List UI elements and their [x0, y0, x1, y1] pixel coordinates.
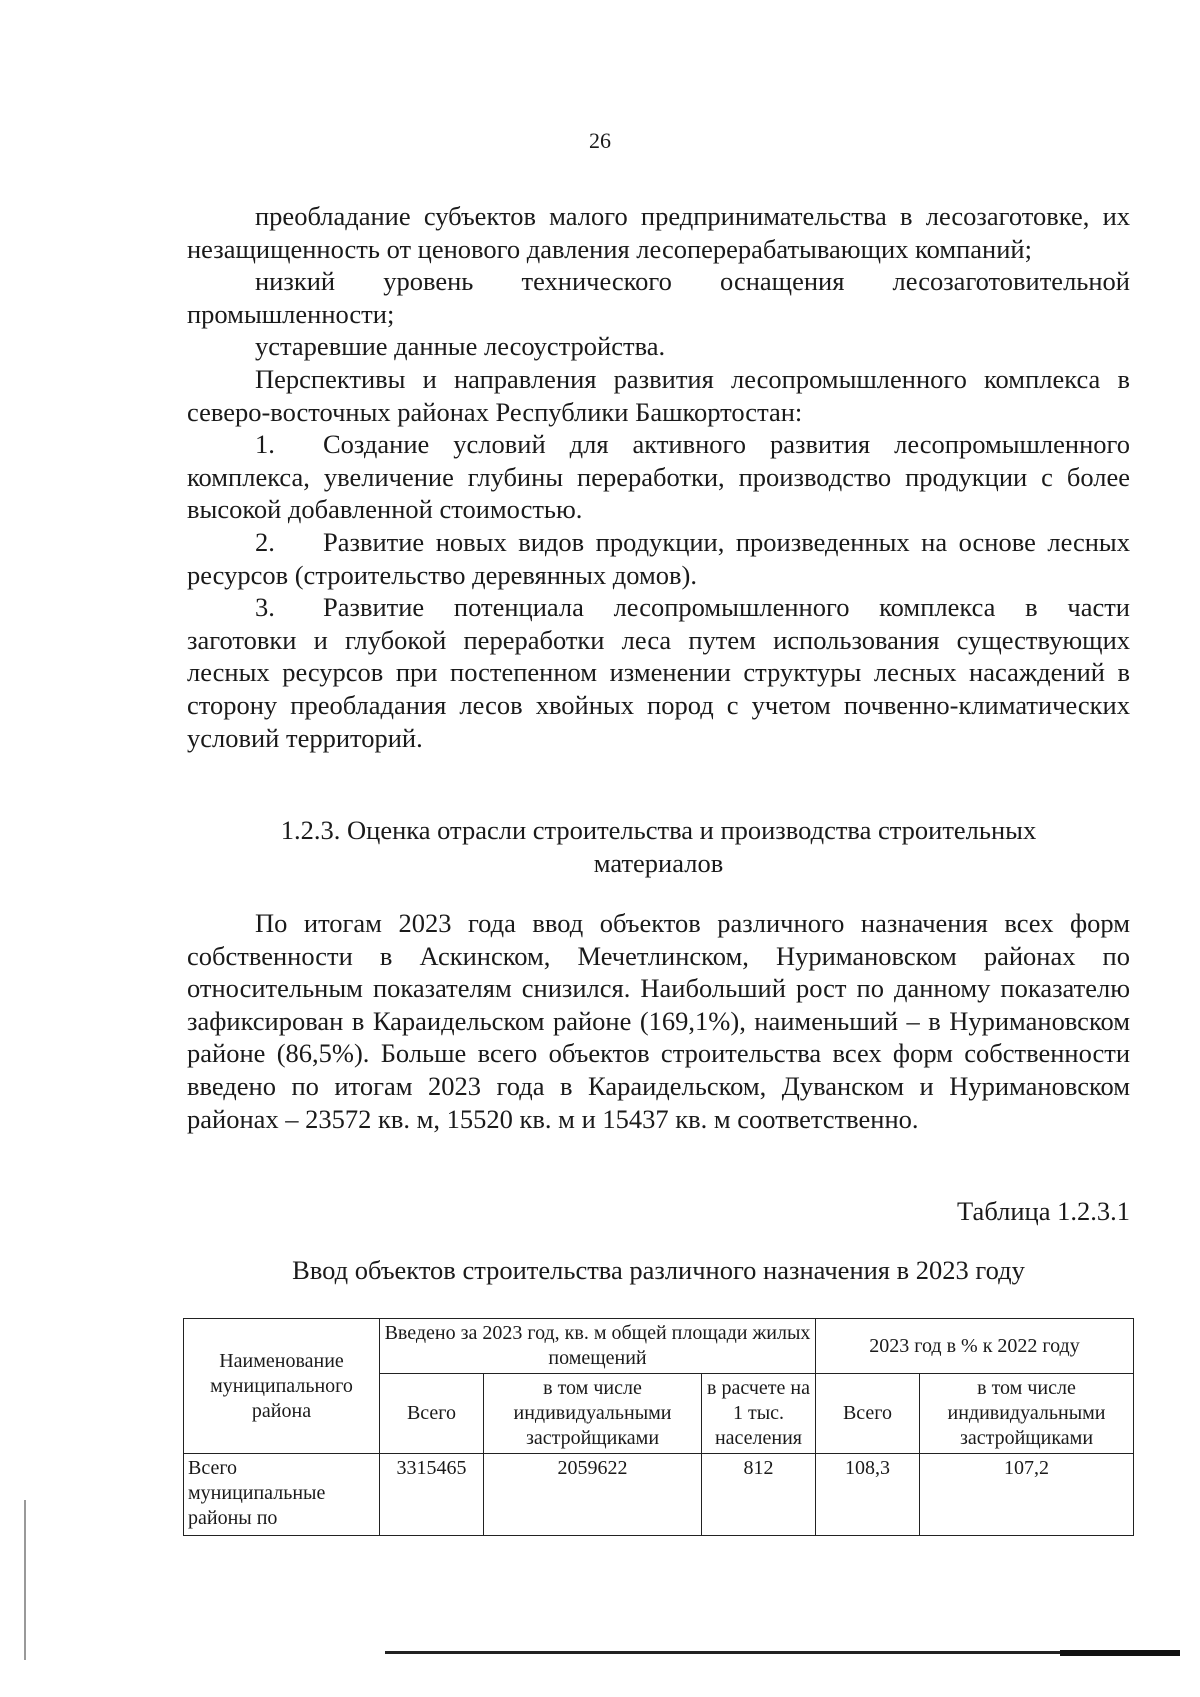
- paragraph: Перспективы и направления развития лесопромышленного комплекса в северо-восточных районах Республики Башкортостан:: [187, 363, 1130, 427]
- table-label: Таблица 1.2.3.1: [957, 1196, 1130, 1226]
- scan-artifact-left: [24, 1500, 26, 1660]
- cell-total: 3315465: [380, 1454, 484, 1536]
- cell-pct-total: 108,3: [816, 1454, 920, 1536]
- list-number: 1.: [255, 429, 275, 460]
- cell-name: Всего муниципальные районы по: [184, 1454, 380, 1536]
- list-item: [187, 428, 1130, 526]
- table-row: [184, 1454, 1134, 1536]
- data-table: [183, 1318, 1134, 1536]
- page-number: 26: [589, 128, 611, 153]
- list-text: Развитие потенциала лесопромышленного комплекса в части заготовки и глубокой переработки леса путем использования существующих лесных ресурсов при постепенном изменении структуры лесных насаждений в сторону преобладания лесов хвойных пород с учетом почвенно-климатических условий территорий.: [187, 592, 1130, 753]
- table-title: Ввод объектов строительства различного назначения в 2023 году: [292, 1255, 1025, 1285]
- header-group-entered: Введено за 2023 год, кв. м общей площади жилых помещений: [380, 1319, 816, 1374]
- list-number: 2.: [255, 526, 275, 557]
- list-item: [187, 591, 1130, 754]
- list-item: [187, 526, 1130, 591]
- cell-pct-individual: 107,2: [920, 1454, 1134, 1536]
- paragraph: устаревшие данные лесоустройства.: [255, 331, 666, 362]
- header-per-1000: в расчете на 1 тыс. населения: [702, 1374, 816, 1454]
- body-text-main: [187, 907, 1130, 1135]
- header-municipal-district: Наименование муниципального района: [184, 1319, 380, 1454]
- header-individual: в том числе индивидуальными застройщиками: [484, 1374, 702, 1454]
- list-text: Развитие новых видов продукции, произведенных на основе лесных ресурсов (строительство деревянных домов).: [187, 526, 1130, 590]
- section-heading: [187, 814, 1130, 879]
- list-text: Создание условий для активного развития лесопромышленного комплекса, увеличение глубины переработки, производство продукции с более высокой добавленной стоимостью.: [187, 429, 1130, 525]
- cell-per-1000: 812: [702, 1454, 816, 1536]
- section-heading-line: 1.2.3. Оценка отрасли строительства и производства строительных: [280, 815, 1037, 845]
- scan-artifact-bottom-bar: [1060, 1650, 1180, 1656]
- cell-individual: 2059622: [484, 1454, 702, 1536]
- paragraph: преобладание субъектов малого предпринимательства в лесозаготовке, их незащищенность от ценового давления лесоперерабатывающих компаний;: [187, 201, 1130, 264]
- section-heading-line: материалов: [593, 847, 724, 878]
- header-individual-percent: в том числе индивидуальными застройщиками: [920, 1374, 1134, 1454]
- list-number: 3.: [255, 592, 275, 623]
- paragraph: По итогам 2023 года ввод объектов различного назначения всех форм собственности в Аскинском, Мечетлинском, Нуримановском районах по относительным показателям снизился. Наибольший рост по данному показателю зафиксирован в Караидельском районе (169,1%), наименьший – в Нуримановском районе (86,5%). Больше всего объектов строительства всех форм собственности введено по итогам 2023 года в Караидельском, Дуванском и Нуримановском районах – 23572 кв. м, 15520 кв. м и 15437 кв. м соответственно.: [187, 908, 1130, 1134]
- body-text-top: [187, 200, 1130, 754]
- paragraph: низкий уровень технического оснащения лесозаготовительной промышленности;: [187, 266, 1130, 329]
- header-total-percent: Всего: [816, 1374, 920, 1454]
- header-total: Всего: [380, 1374, 484, 1454]
- header-group-percent: 2023 год в % к 2022 году: [816, 1319, 1134, 1374]
